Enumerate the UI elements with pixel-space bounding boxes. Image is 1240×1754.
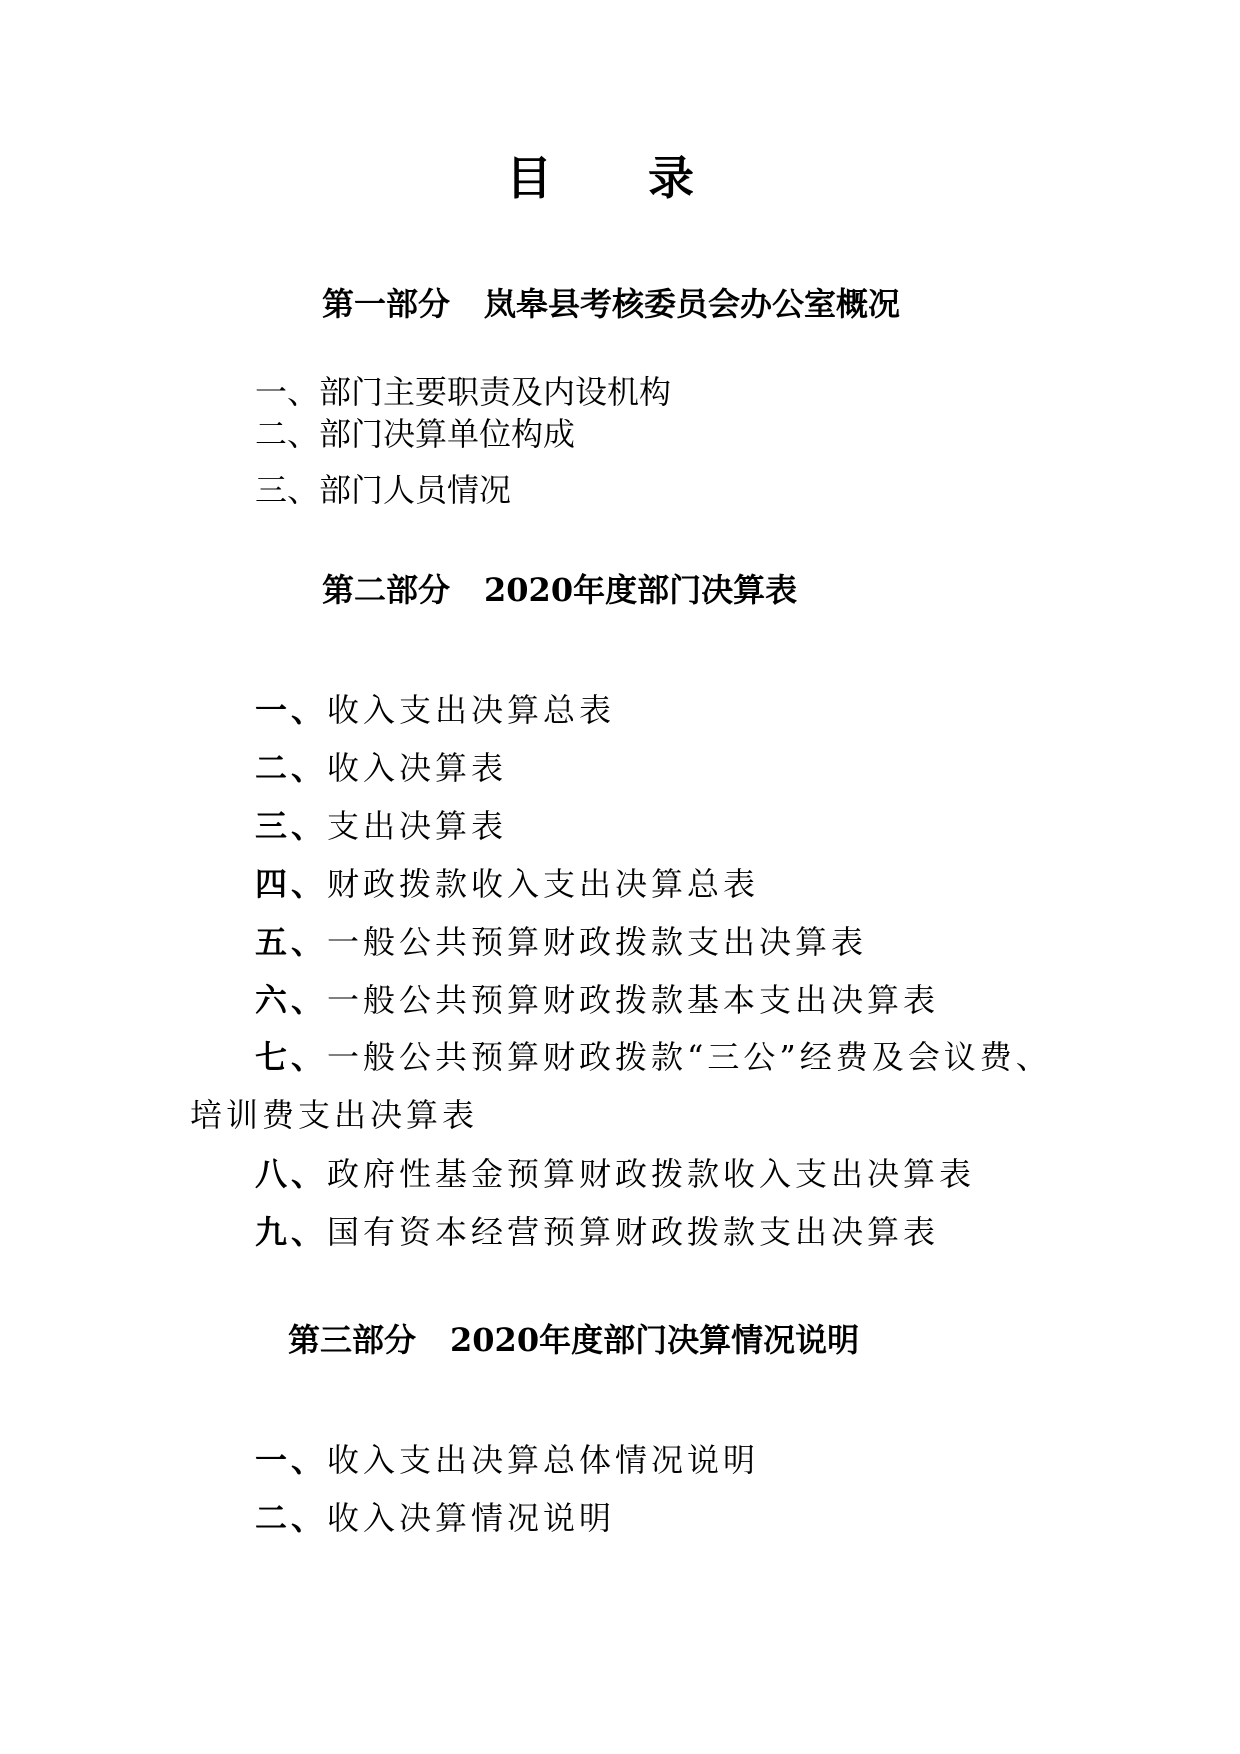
part1-heading-text: 岚皋县考核委员会办公室概况 — [484, 285, 901, 323]
part1-heading[interactable] — [322, 282, 900, 326]
item-text: 支出决算表 — [327, 807, 508, 845]
item-text: 部门人员情况 — [319, 471, 512, 509]
part2-item-2[interactable] — [255, 746, 507, 790]
item-text: 一般公共预算财政拨款“三公”经费及会议费、培训费支出决算表 — [190, 1038, 1052, 1134]
part2-item-5[interactable] — [255, 920, 867, 964]
part2-item-8[interactable] — [255, 1152, 975, 1196]
item-number: 一、 — [255, 691, 328, 729]
item-text: 政府性基金预算财政拨款收入支出决算表 — [327, 1155, 976, 1193]
part2-item-6[interactable] — [255, 978, 939, 1022]
item-number: 八、 — [255, 1155, 328, 1193]
item-number: 七、 — [255, 1038, 328, 1076]
item-number: 一、 — [255, 373, 320, 411]
part2-heading-text: 2020年度部门决算表 — [484, 571, 798, 609]
item-text: 收入决算情况说明 — [327, 1499, 616, 1537]
part3-item-1[interactable] — [255, 1438, 759, 1482]
part1-item-1[interactable] — [255, 370, 671, 414]
item-number: 三、 — [255, 471, 320, 509]
part2-item-7[interactable] — [190, 1028, 1070, 1144]
item-number: 九、 — [255, 1213, 328, 1251]
part1-label: 第一部分 — [322, 285, 451, 323]
item-number: 四、 — [255, 865, 328, 903]
part2-item-3[interactable] — [255, 804, 507, 848]
item-number: 一、 — [255, 1441, 328, 1479]
item-text: 收入决算表 — [327, 749, 508, 787]
part1-item-2[interactable] — [255, 412, 575, 456]
item-number: 六、 — [255, 981, 328, 1019]
part1-item-3[interactable] — [255, 468, 511, 512]
item-number: 三、 — [255, 807, 328, 845]
item-number: 二、 — [255, 1499, 328, 1537]
item-text: 部门主要职责及内设机构 — [319, 373, 672, 411]
part2-item-4[interactable] — [255, 862, 759, 906]
part2-heading[interactable] — [322, 568, 797, 612]
item-text: 一般公共预算财政拨款基本支出决算表 — [327, 981, 940, 1019]
item-number: 五、 — [255, 923, 328, 961]
item-text: 收入支出决算总表 — [327, 691, 616, 729]
item-text: 部门决算单位构成 — [319, 415, 576, 453]
part3-heading[interactable] — [288, 1318, 859, 1362]
item-text: 财政拨款收入支出决算总表 — [327, 865, 760, 903]
part2-item-1[interactable] — [255, 688, 615, 732]
part3-item-2[interactable] — [255, 1496, 615, 1540]
item-text: 一般公共预算财政拨款支出决算表 — [327, 923, 868, 961]
item-number: 二、 — [255, 415, 320, 453]
page-title: 目 录 — [505, 151, 734, 205]
item-text: 国有资本经营预算财政拨款支出决算表 — [327, 1213, 940, 1251]
part2-label: 第二部分 — [322, 571, 451, 609]
item-number: 二、 — [255, 749, 328, 787]
part3-label: 第三部分 — [288, 1321, 417, 1359]
part2-item-9[interactable] — [255, 1210, 939, 1254]
item-text: 收入支出决算总体情况说明 — [327, 1441, 760, 1479]
part3-heading-text: 2020年度部门决算情况说明 — [450, 1321, 860, 1359]
